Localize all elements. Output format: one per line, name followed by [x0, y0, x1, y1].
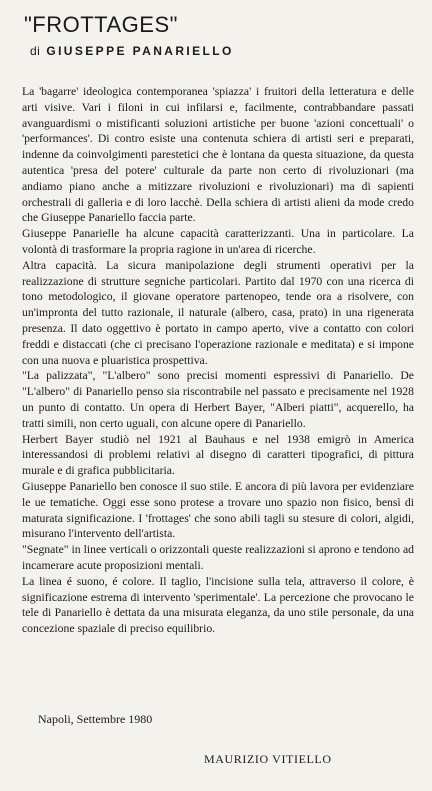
- byline-artist-name: GIUSEPPE PANARIELLO: [46, 44, 234, 58]
- article-body: [22, 84, 414, 637]
- article-title: "FROTTAGES": [24, 12, 178, 37]
- paragraph-7: "Segnate" in linee verticali o orizzontali queste realizzazioni si aprono e tendono ad incamerare acute proposizioni mentali.: [22, 543, 414, 572]
- byline-prefix: di: [30, 44, 41, 58]
- paragraph-4: "La palizzata", "L'albero" sono precisi momenti espressivi di Panariello. De "L'albero" di Panariello penso sia riscontrabile nel passato e precisamente nel 1928 un punto di contatto. Un opera di Herbert Bayer, "Alberi piatti", acquerello, ha tratti simili, non certo uguali, con alcune opere di Panariello.: [22, 369, 414, 430]
- paragraph-6: Giuseppe Panariello ben conosce il suo stile. E ancora di più lavora per evidenziare le ue tematiche. Oggi esse sono protese a trovare uno spazio non fisico, bensì di maturata significazione. I 'frottages' che sono abili tagli su stesure di colori, algidi, misurano l'intervento dell'artista.: [22, 479, 414, 541]
- paragraph-1: La 'bagarre' ideologica contemporanea 'spiazza' i fruitori della letteratura e delle arti visive. Vari i filoni in cui infilarsi e, facilmente, contrabbandare passati avanguardismi o mistificanti soluzioni artistiche per buone 'azioni concettuali' o 'performances'. Di contro esiste una contenuta schiera di artisti seri e preparati, indenne da coinvolgimenti parestetici che è lontana da questa situazione, da questa autentica 'presa del potere' culturale da parte non certo di rivoluzionari (ma andiamo piano anche a mitizzare rivoluzioni e rivoluzionari) ma di sapienti orchestrali di galleria e di loro lacchè. Della schiera di artisti alieni da mode credo che Giuseppe Panariello faccia parte.: [22, 85, 414, 225]
- paragraph-8: La linea é suono, é colore. Il taglio, l'incisione sulla tela, attraverso il colore, è significazione estrema di intervento 'sperimentale'. La percezione che provocano le tele di Panariello è dettata da una misurata eleganza, da uno stile personale, da una concezione spaziale di preciso equilibrio.: [22, 574, 414, 636]
- byline: [30, 44, 234, 58]
- place-date: Napoli, Settembre 1980: [38, 712, 153, 726]
- paragraph-2: Giuseppe Panarielle ha alcune capacità caratterizzanti. Una in particolare. La volontà di trasformare la propria ragione in un'area di ricerche.: [22, 227, 414, 256]
- paragraph-3: Altra capacità. La sicura manipolazione degli strumenti operativi per la realizzazione di strutture segniche particolari. Partito dal 1970 con una ricerca di tono metodologico, il giovane operatore partenopeo, tende ora a risolvere, con un'impronta del tutto razionale, il naturale (albero, casa, prato) in una rigenerata presenza. Il dato oggettivo è portato in campo aperto, vive a contatto con colori freddi e distaccati (che ci precisano l'operazione razionale e meditata) e si impone con una nuova e pluaristica prospettiva.: [22, 258, 414, 367]
- paragraph-5: Herbert Bayer studiò nel 1921 al Bauhaus e nel 1938 emigrò in America interessandosi di problemi relativi al disegno di caratteri tipografici, di pittura murale e di grafica pubblicitaria.: [22, 432, 414, 478]
- author-signature: MAURIZIO VITIELLO: [204, 752, 332, 766]
